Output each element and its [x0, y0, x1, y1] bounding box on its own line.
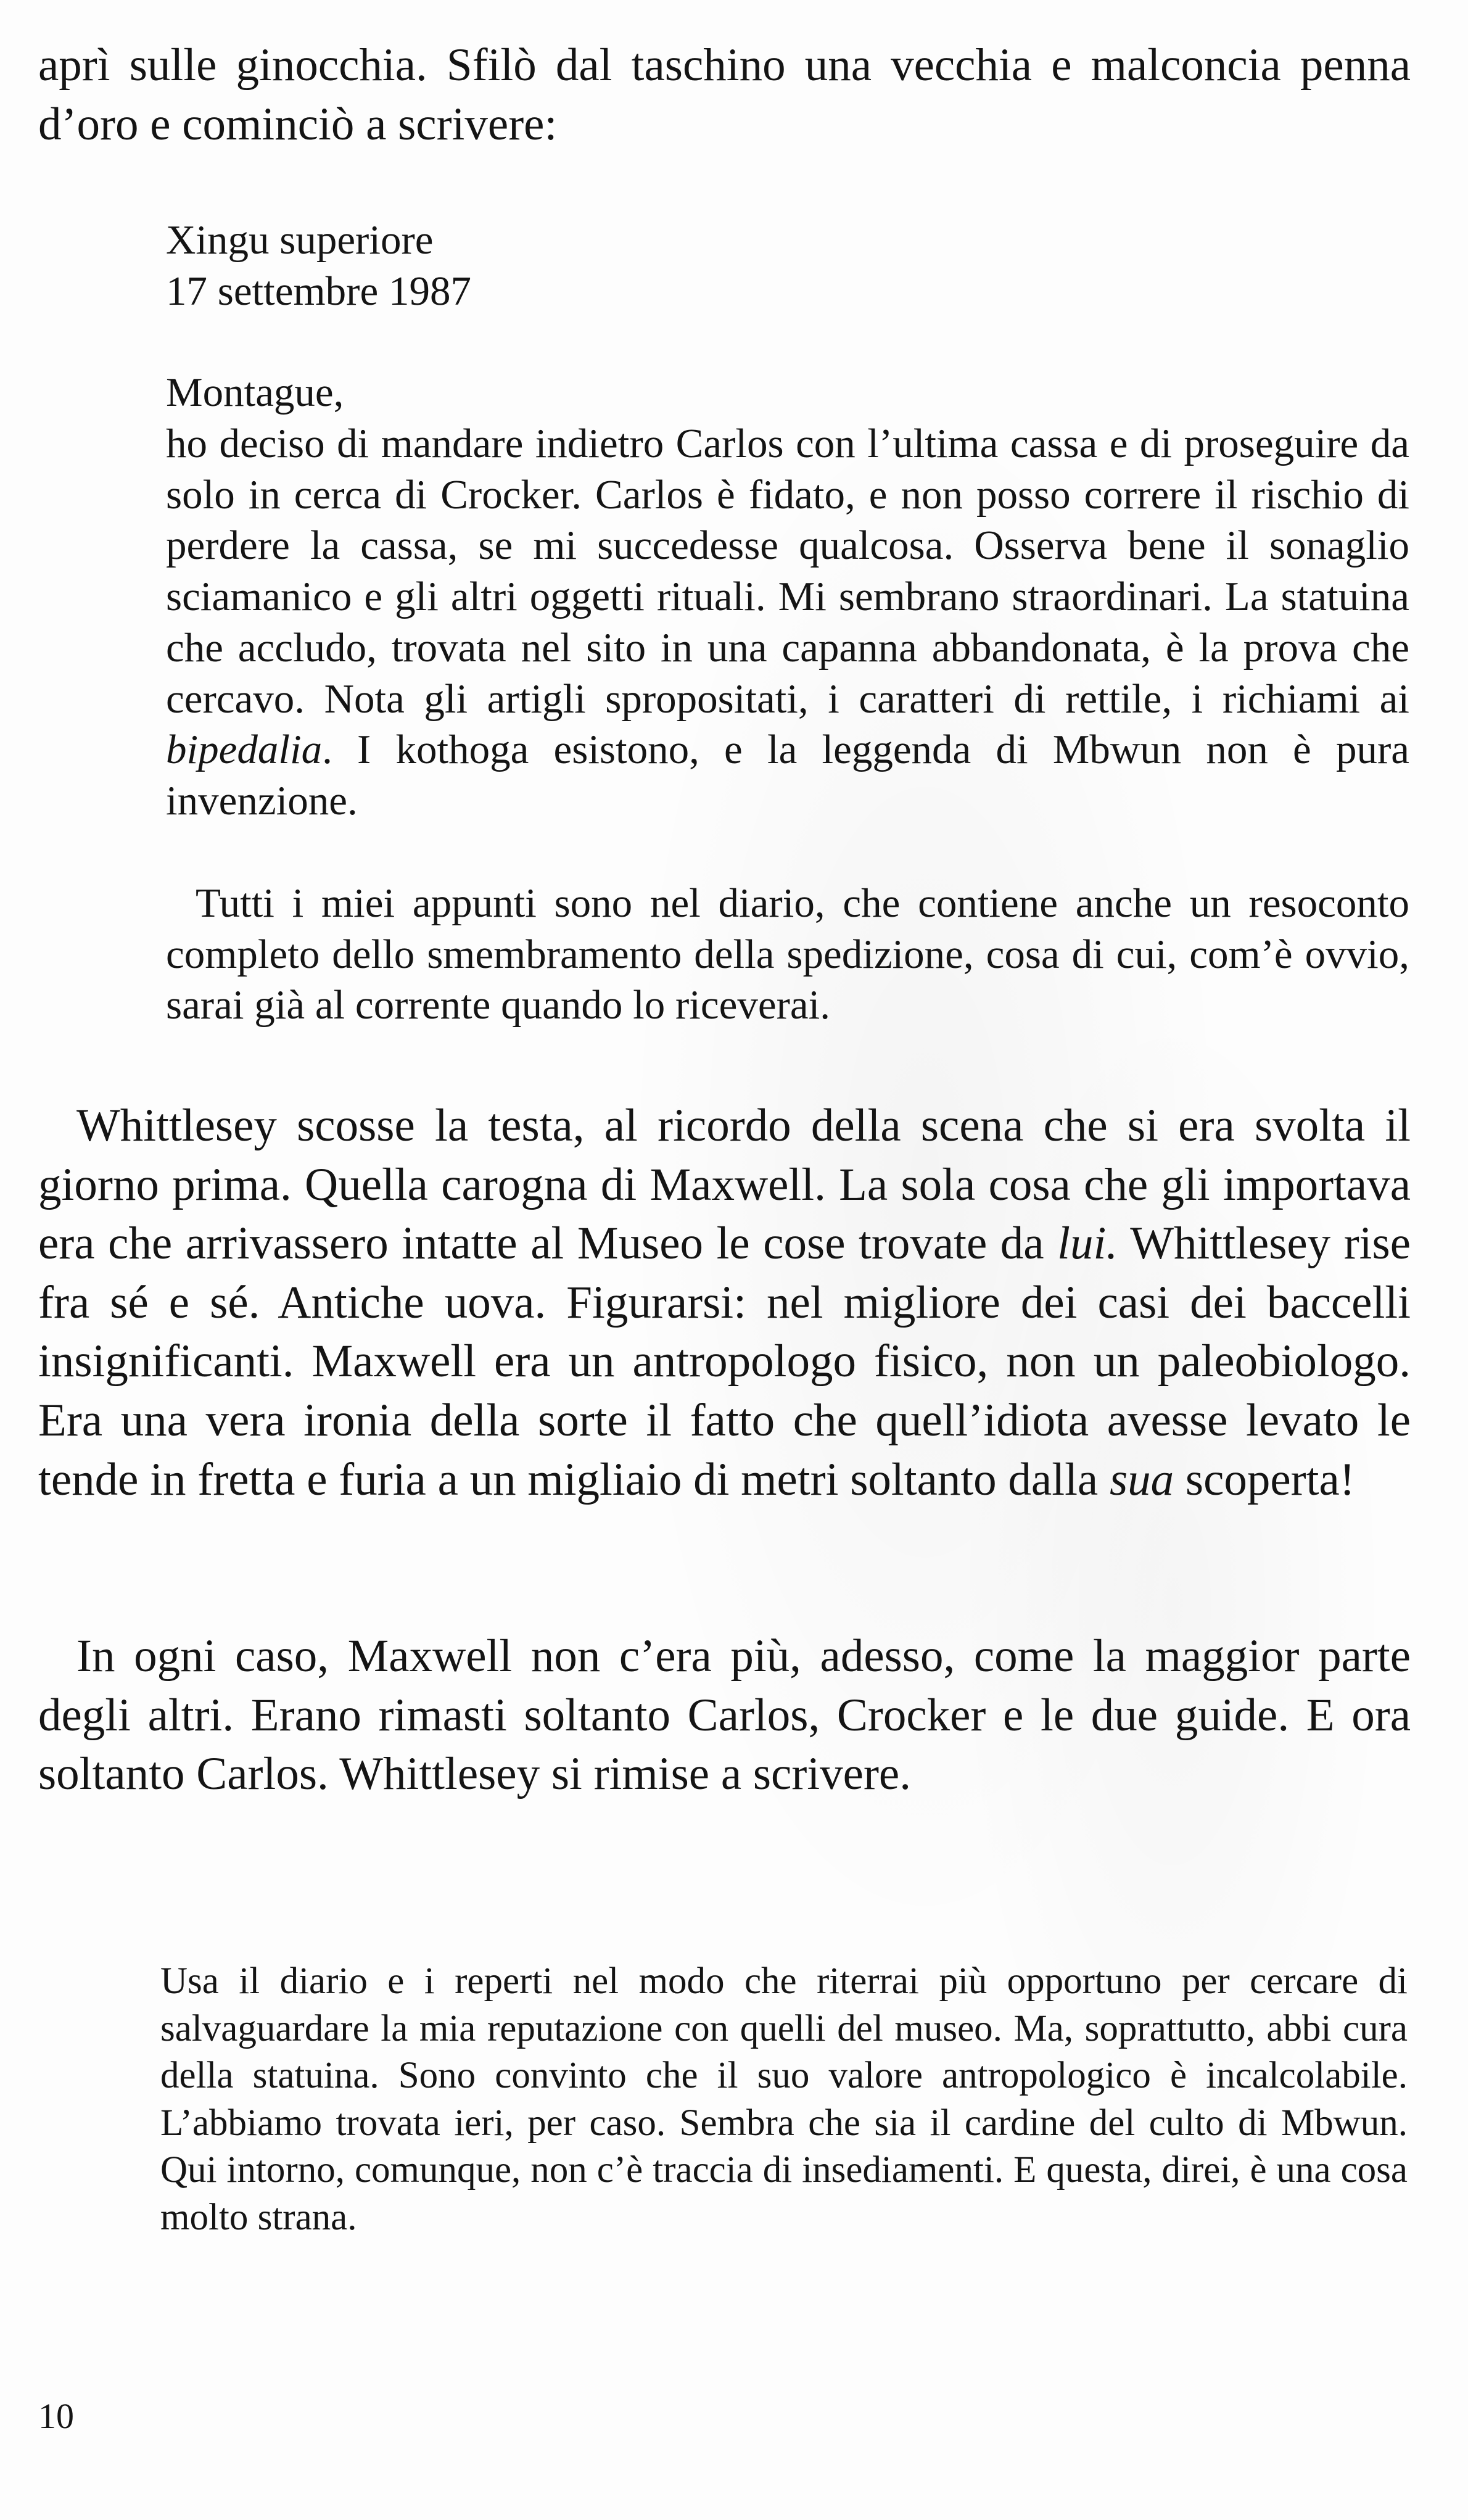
letter-paragraph-1-text: ho deciso di mandare indietro Carlos con l’ultima cassa e di proseguire da solo in cerca di Crocker. Carlos è fidato, e non posso correre il rischio di perdere la cassa, se mi succedesse qualcosa. Osserva bene il sonaglio sciamanico e gli altri oggetti rituali. Mi sembrano straordinari. La statuina che accludo, trovata nel sito in una capanna abbandonata, è la prova che cercavo. Nota gli artigli spropositati, i caratteri di rettile, i richiami ai [166, 421, 1409, 722]
page-number: 10 [38, 2396, 74, 2436]
letter-place: Xingu superiore [166, 217, 434, 263]
opening-paragraph: aprì sulle ginocchia. Sfilò dal taschino una vecchia e malconcia penna d’oro e cominciò a scrivere: [38, 39, 1411, 150]
letter-paragraph-1 [166, 418, 1409, 827]
letter-date: 17 settembre 1987 [166, 268, 471, 314]
body-paragraph-2: In ogni caso, Maxwell non c’era più, adesso, come la maggior parte degli altri. Erano rimasti soltanto Carlos, Crocker e le due guide. E ora soltanto Carlos. Whittlesey si rimise a scrivere. [38, 1630, 1411, 1800]
letter-heading [166, 215, 1409, 316]
body-paragraph-1-end: scoperta! [1174, 1453, 1355, 1505]
italic-term-bipedalia: bipedalia [166, 727, 323, 773]
letter-paragraph-3: Usa il diario e i reperti nel modo che riterrai più opportuno per cercare di salvaguardare la mia reputazione con quelli del museo. Ma, soprattutto, abbi cura della statuina. Sono convinto che il suo valore antropologico è incalcolabile. L’abbiamo trovata ieri, per caso. Sembra che sia il cardine del culto di Mbwun. Qui intorno, comunque, non c’è traccia di insediamenti. E questa, direi, è una cosa molto strana. [160, 1960, 1408, 2238]
body-paragraph-1-text: Whittlesey scosse la testa, al ricordo della scena che si era svolta il giorno prima. Quella carogna di Maxwell. La sola cosa che gli importava era che arrivassero intatte al Museo le cose trovate da [38, 1100, 1411, 1270]
letter-paragraph-1-end: . I kothoga esistono, e la leggenda di Mbwun non è pura invenzione. [166, 727, 1409, 824]
letter-paragraph-2: Tutti i miei appunti sono nel diario, che contiene anche un resoconto completo dello smembramento della spedizione, cosa di cui, com’è ovvio, sarai già al corrente quando lo riceverai. [166, 880, 1409, 1028]
italic-word-lui: lui. [1057, 1218, 1118, 1270]
body-paragraph-1-middle: Whittlesey rise fra sé e sé. Antiche uova. Figurarsi: nel migliore dei casi dei baccelli insignificanti. Maxwell era un antropologo fisico, non un paleobiologo. Era una vera ironia della sorte il fatto che quell’idiota avesse levato le tende in fretta e furia a un migliaio di metri soltanto dalla [38, 1218, 1411, 1505]
letter-salutation: Montague, [166, 370, 344, 415]
body-paragraph-1 [38, 1096, 1411, 1509]
italic-word-sua: sua [1109, 1453, 1174, 1505]
